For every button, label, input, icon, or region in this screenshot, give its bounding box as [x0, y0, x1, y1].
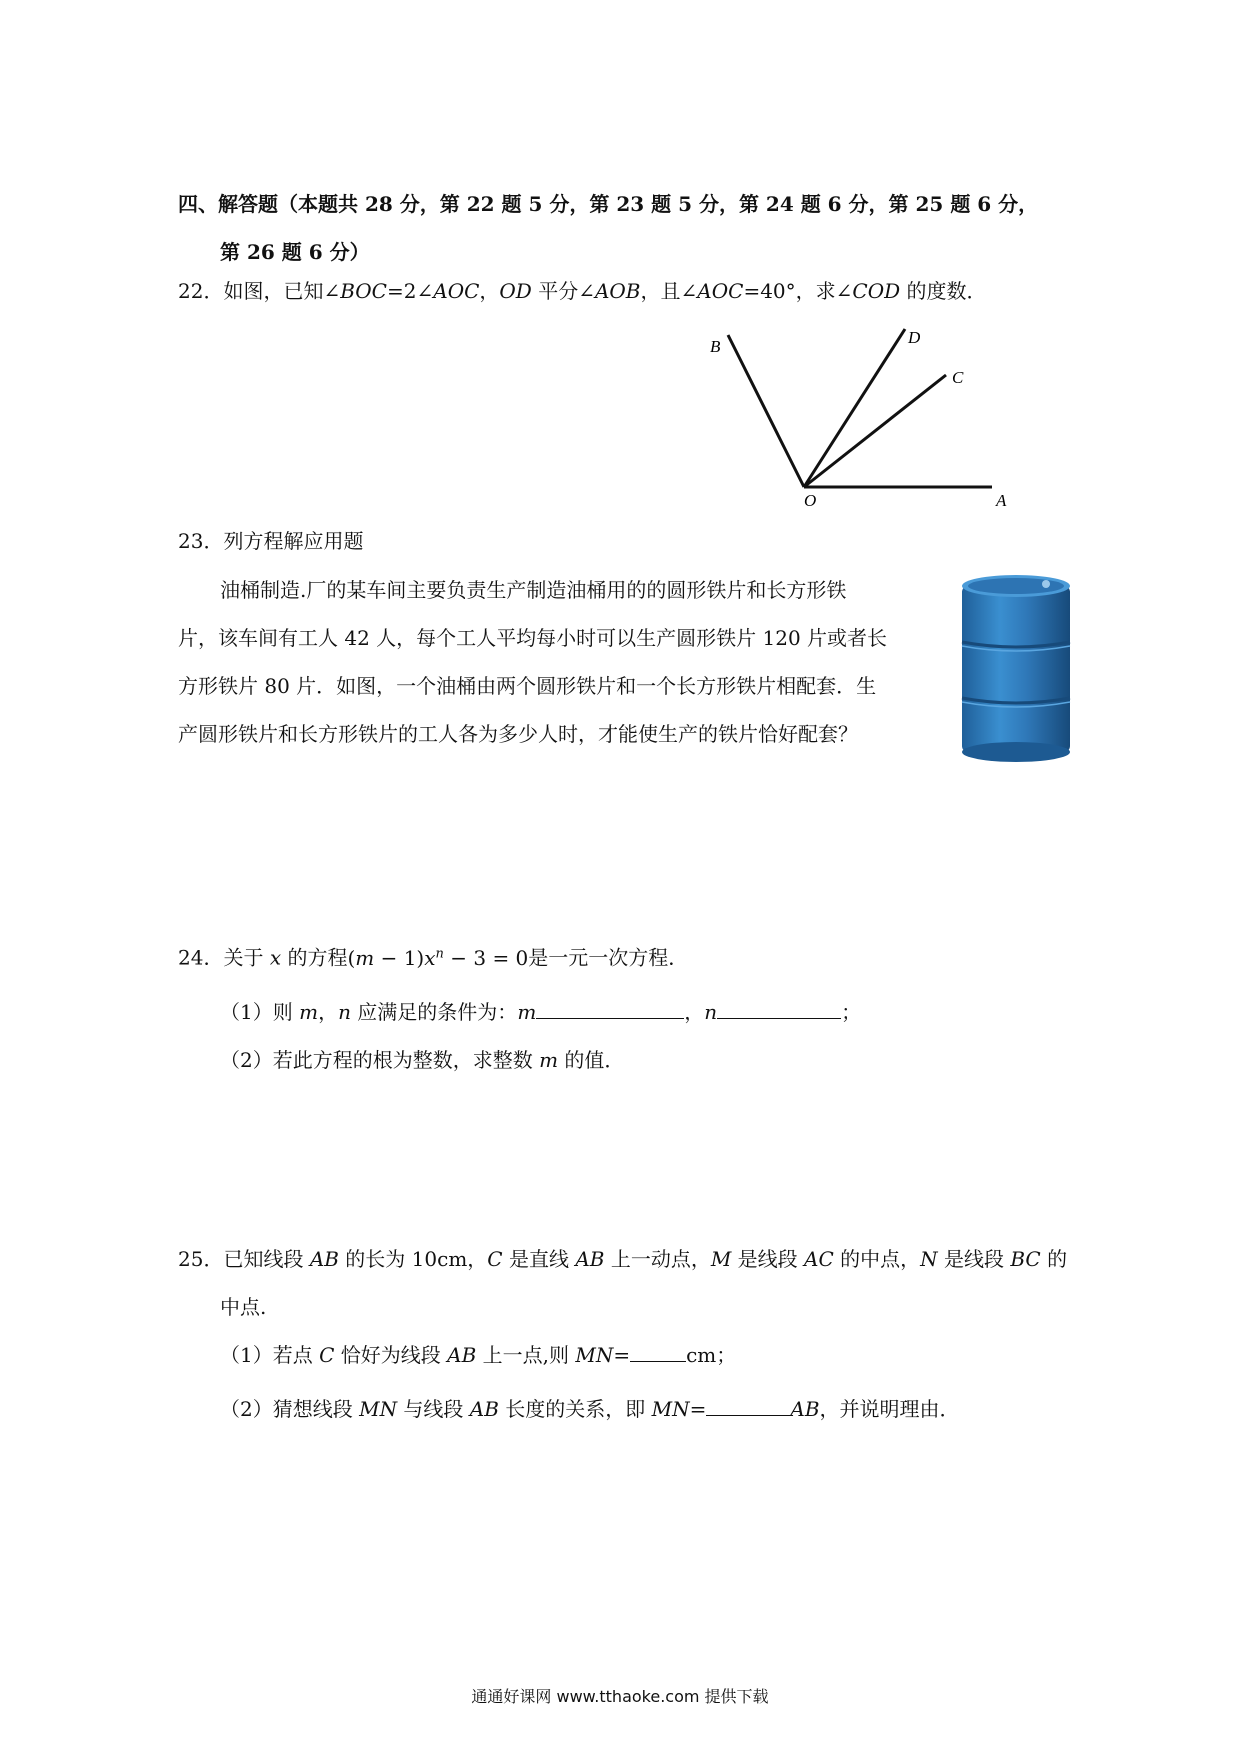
text-run: 的 — [1040, 1247, 1068, 1271]
question-23-line2: 片，该车间有工人 42 人，每个工人平均每小时可以生产圆形铁片 120 片或者长 — [178, 626, 888, 650]
question-23-title — [178, 526, 363, 556]
text-run: ； — [841, 1000, 862, 1024]
question-22-text — [178, 276, 987, 306]
math-var: C — [487, 1247, 503, 1271]
text-run: 是直线 — [502, 1247, 576, 1271]
text-run: ， — [479, 279, 500, 303]
eq-part: − 3 = 0 — [443, 945, 529, 970]
math-exponent: n — [435, 946, 444, 961]
text-run: 如图，已知∠ — [223, 279, 341, 303]
angle-figure — [700, 320, 1020, 520]
math-var: n — [338, 1000, 351, 1024]
label-B: B — [710, 337, 721, 356]
text-run: = — [689, 1397, 707, 1421]
text-run: 是线段 — [937, 1247, 1011, 1271]
answer-blank-n[interactable] — [717, 998, 841, 1019]
question-24-part1 — [220, 997, 861, 1027]
text-run: ， — [684, 1000, 705, 1024]
math-var: OD — [499, 279, 532, 303]
math-var: AOC — [433, 279, 480, 303]
math-var: m — [299, 1000, 319, 1024]
question-23-line1: 油桶制造.厂的某车间主要负责生产制造油桶用的的圆形铁片和长方形铁 — [220, 578, 847, 602]
ray-OC — [804, 375, 946, 487]
question-number: 22． — [178, 279, 224, 303]
math-var: x — [424, 945, 436, 970]
question-25-line2: 中点. — [220, 1295, 267, 1319]
text-run: = — [613, 1343, 631, 1367]
answer-blank-mn-ratio[interactable] — [706, 1395, 790, 1416]
math-var: AOC — [697, 279, 744, 303]
math-var: m — [539, 1048, 559, 1072]
question-25-part1 — [220, 1340, 736, 1370]
text-run: 是线段 — [731, 1247, 805, 1271]
question-number: 23． — [178, 529, 224, 553]
text-run: =40°，求∠ — [743, 279, 853, 303]
text-run: 的度数． — [900, 279, 987, 303]
math-var: AC — [804, 1247, 834, 1271]
text-run: 与线段 — [397, 1397, 470, 1421]
equation — [347, 946, 528, 970]
math-var: BC — [1010, 1247, 1041, 1271]
answer-blank-m[interactable] — [536, 998, 684, 1019]
text-run: （2）猜想线段 — [220, 1397, 360, 1421]
math-var: x — [269, 945, 282, 970]
question-23-line4: 产圆形铁片和长方形铁片的工人各为多少人时，才能使生产的铁片恰好配套？ — [178, 722, 858, 746]
ray-OB — [728, 335, 804, 487]
text-run: cm； — [686, 1343, 737, 1367]
question-number: 25． — [178, 1247, 224, 1271]
text-run: 的值． — [558, 1048, 625, 1072]
text-run: 应满足的条件为： — [350, 1000, 518, 1024]
math-var: MN — [651, 1397, 690, 1421]
section-header-line1: 四、解答题（本题共 28 分，第 22 题 5 分，第 23 题 5 分，第 24 题 6 分，第 25 题 6 分， — [178, 192, 1039, 216]
question-24-text — [178, 939, 688, 973]
math-var: AB — [447, 1343, 477, 1367]
oil-barrel-icon — [958, 572, 1074, 764]
math-var: AB — [790, 1397, 820, 1421]
question-number: 24． — [178, 945, 224, 970]
math-var: m — [517, 1000, 537, 1024]
label-D: D — [908, 328, 921, 347]
question-title: 列方程解应用题 — [223, 529, 364, 553]
math-var: n — [704, 1000, 718, 1024]
section-header-line2: 第 26 题 6 分） — [220, 240, 370, 264]
math-var: BOC — [340, 279, 387, 303]
text-run: （1）则 — [220, 1000, 300, 1024]
text-run: ，并说明理由． — [819, 1397, 960, 1421]
page-footer: 通通好课网 www.tthaoke.com 提供下载 — [471, 1687, 769, 1706]
text-run: ， — [318, 1000, 339, 1024]
math-var: MN — [359, 1397, 398, 1421]
answer-blank-mn-length[interactable] — [630, 1341, 686, 1362]
text-run: 的长为 10cm， — [338, 1247, 488, 1271]
math-var: COD — [852, 279, 901, 303]
text-run: 的方程 — [281, 945, 348, 970]
text-run: 恰好为线段 — [334, 1343, 448, 1367]
label-A: A — [996, 491, 1007, 510]
eq-part: ( — [347, 945, 356, 970]
question-25-text — [178, 1244, 1067, 1274]
question-23-line3: 方形铁片 80 片．如图，一个油桶由两个圆形铁片和一个长方形铁片相配套．生 — [178, 674, 877, 698]
text-run: ，且∠ — [640, 279, 698, 303]
text-run: （2）若此方程的根为整数，求整数 — [220, 1048, 540, 1072]
math-var: AOB — [594, 279, 641, 303]
text-run: 上一点,则 — [476, 1343, 576, 1367]
text-run: 上一动点， — [604, 1247, 711, 1271]
math-var: C — [319, 1343, 335, 1367]
text-run: （1）若点 — [220, 1343, 320, 1367]
text-run: 是一元一次方程． — [528, 945, 689, 970]
question-24-part2 — [220, 1045, 624, 1075]
math-var: N — [920, 1247, 938, 1271]
eq-part: − 1) — [374, 945, 425, 970]
ray-OD — [804, 329, 905, 487]
text-run: 关于 — [223, 945, 270, 970]
label-C: C — [952, 368, 964, 387]
text-run: 长度的关系，即 — [498, 1397, 652, 1421]
math-var: AB — [469, 1397, 499, 1421]
text-run: 已知线段 — [223, 1247, 310, 1271]
text-run: =2∠ — [387, 279, 434, 303]
label-O: O — [804, 491, 817, 510]
math-var: AB — [575, 1247, 605, 1271]
math-var: M — [710, 1247, 732, 1271]
math-var: AB — [309, 1247, 339, 1271]
text-run: 平分∠ — [531, 279, 595, 303]
math-var: m — [355, 945, 375, 970]
math-var: MN — [575, 1343, 614, 1367]
question-25-part2 — [220, 1394, 960, 1424]
text-run: 的中点， — [833, 1247, 921, 1271]
